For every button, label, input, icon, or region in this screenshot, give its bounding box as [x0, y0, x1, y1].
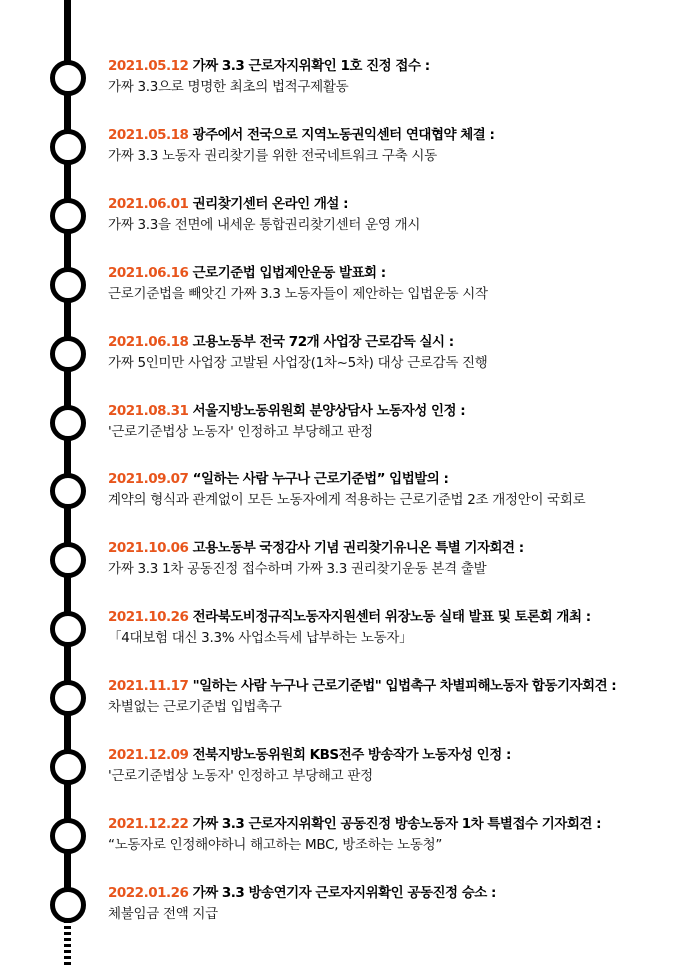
- timeline-entry: [108, 264, 680, 304]
- timeline-entry: [108, 57, 680, 97]
- timeline-entry: [108, 333, 680, 373]
- entry-heading: [108, 470, 680, 489]
- timeline-node: [50, 749, 86, 785]
- entry-date: 2021.05.12: [108, 58, 189, 74]
- timeline-node: [50, 198, 86, 234]
- entry-description: 차별없는 근로기준법 입법촉구: [108, 699, 282, 716]
- entry-title: 가짜 3.3 근로자지위확인 공동진정 방송노동자 1차 특별접수 기자회견 :: [192, 815, 602, 832]
- timeline-node: [50, 887, 86, 923]
- timeline-entry: [108, 815, 680, 855]
- entry-description: 계약의 형식과 관계없이 모든 노동자에게 적용하는 근로기준법 2조 개정안이 국회로: [108, 492, 586, 509]
- timeline-node: [50, 680, 86, 716]
- entry-description: 가짜 3.3을 전면에 내세운 통합권리찾기센터 운영 개시: [108, 216, 421, 233]
- timeline-entry: [108, 746, 680, 786]
- entry-heading: [108, 884, 680, 903]
- timeline-entry: [108, 470, 680, 510]
- timeline-entry: [108, 539, 680, 579]
- timeline-entry: [108, 884, 680, 924]
- timeline-node: [50, 818, 86, 854]
- timeline-node: [50, 267, 86, 303]
- entry-heading: [108, 402, 680, 421]
- entry-date: 2021.06.01: [108, 195, 189, 212]
- entry-title: “일하는 사람 누구나 근로기준법” 입법발의 :: [192, 471, 449, 488]
- timeline-node: [50, 611, 86, 647]
- entry-heading: [108, 264, 680, 283]
- entry-description: 「4대보험 대신 3.3% 사업소득세 납부하는 노동자」: [108, 630, 413, 647]
- timeline-node: [50, 60, 86, 96]
- entry-title: 가짜 3.3 근로자지위확인 1호 진정 접수 :: [192, 58, 430, 74]
- entry-date: 2021.09.07: [108, 471, 189, 488]
- entry-title: 권리찾기센터 온라인 개설 :: [192, 195, 349, 212]
- entry-description: '근로기준법상 노동자' 인정하고 부당해고 판정: [108, 768, 373, 784]
- entry-title: 고용노동부 국정감사 기념 권리찾기유니온 특별 기자회견 :: [192, 540, 524, 557]
- entry-title: 근로기준법 입법제안운동 발표회 :: [192, 264, 386, 281]
- entry-date: 2021.10.06: [108, 540, 189, 557]
- timeline-node: [50, 473, 86, 509]
- entry-heading: [108, 126, 680, 145]
- entry-title: 가짜 3.3 방송연기자 근로자지위확인 공동진정 승소 :: [192, 884, 496, 901]
- timeline-node: [50, 129, 86, 165]
- entry-title: 광주에서 전국으로 지역노동권익센터 연대협약 체결 :: [192, 126, 495, 143]
- entry-heading: [108, 539, 680, 558]
- timeline-entry: [108, 677, 680, 717]
- entry-date: 2021.12.22: [108, 815, 189, 832]
- timeline-node: [50, 542, 86, 578]
- entry-heading: [108, 57, 680, 76]
- entry-heading: [108, 333, 680, 352]
- entry-description: '근로기준법상 노동자' 인정하고 부당해고 판정: [108, 423, 373, 440]
- entry-description: 근로기준법을 빼앗긴 가짜 3.3 노동자들이 제안하는 입법운동 시작: [108, 285, 488, 302]
- entry-description: 가짜 3.3 노동자 권리찾기를 위한 전국네트워크 구축 시동: [108, 147, 437, 164]
- entry-date: 2021.10.26: [108, 609, 189, 626]
- timeline-entry: [108, 608, 680, 648]
- entry-heading: [108, 677, 680, 696]
- entry-date: 2021.12.09: [108, 747, 189, 763]
- entry-date: 2021.06.18: [108, 333, 189, 350]
- entry-heading: [108, 195, 680, 214]
- entry-description: 가짜 3.3으로 명명한 최초의 법적구제활동: [108, 79, 349, 95]
- entry-title: 전라북도비정규직노동자지원센터 위장노동 실태 발표 및 토론회 개최 :: [192, 609, 591, 626]
- entry-title: 전북지방노동위원회 KBS전주 방송작가 노동자성 인정 :: [192, 747, 511, 763]
- timeline-node: [50, 405, 86, 441]
- entry-date: 2021.08.31: [108, 402, 189, 419]
- timeline-entry: [108, 195, 680, 235]
- entry-heading: [108, 815, 680, 834]
- timeline-continuation-dashes: [64, 920, 71, 968]
- entry-description: 가짜 3.3 1차 공동진정 접수하며 가짜 3.3 권리찾기운동 본격 출발: [108, 561, 487, 578]
- entry-description: “노동자로 인정해야하니 해고하는 MBC, 방조하는 노동청”: [108, 836, 443, 853]
- timeline-entry: [108, 402, 680, 442]
- entry-date: 2021.05.18: [108, 126, 189, 143]
- entry-date: 2021.06.16: [108, 264, 189, 281]
- entry-title: 서울지방노동위원회 분양상담사 노동자성 인정 :: [192, 402, 466, 419]
- timeline-node: [50, 336, 86, 372]
- entry-description: 가짜 5인미만 사업장 고발된 사업장(1차~5차) 대상 근로감독 진행: [108, 354, 488, 371]
- entry-date: 2022.01.26: [108, 884, 189, 901]
- entry-title: 고용노동부 전국 72개 사업장 근로감독 실시 :: [192, 333, 454, 350]
- entry-heading: [108, 608, 680, 627]
- timeline-entry: [108, 126, 680, 166]
- entry-title: "일하는 사람 누구나 근로기준법" 입법촉구 차별피해노동자 합동기자회견 :: [192, 678, 617, 695]
- entry-date: 2021.11.17: [108, 678, 189, 695]
- entry-heading: [108, 746, 680, 765]
- entry-description: 체불임금 전액 지급: [108, 905, 218, 922]
